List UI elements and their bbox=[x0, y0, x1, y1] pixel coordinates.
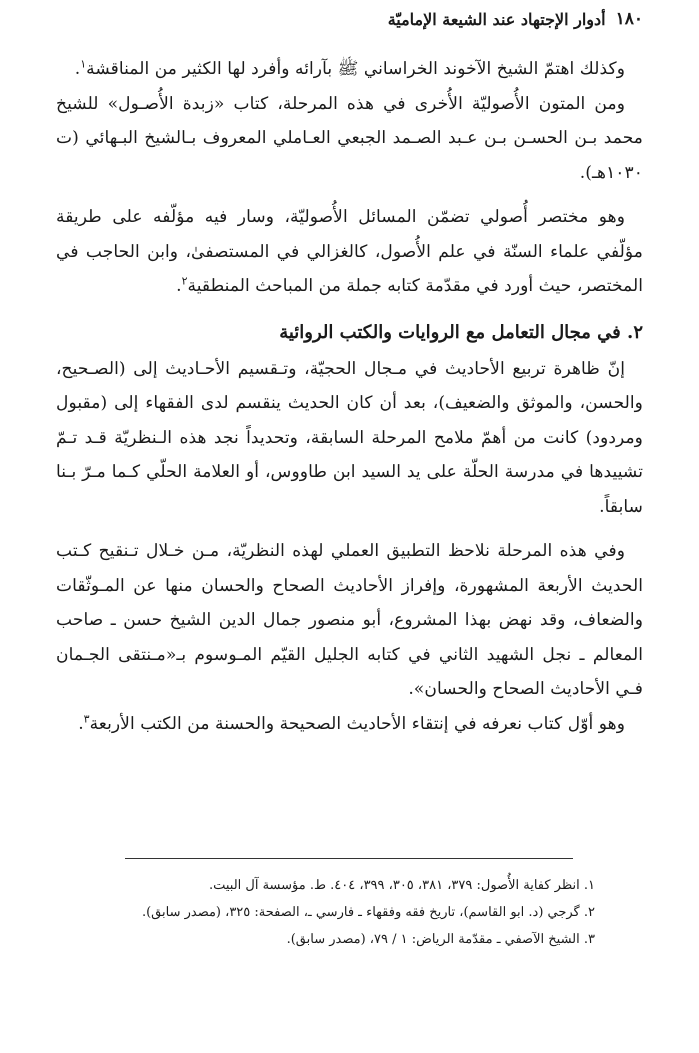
paragraph bbox=[56, 534, 643, 707]
paragraph-text: وهو مختصر أُصولي تضمّن المسائل الأُصوليّة، وسار فيه مؤلّفه على طريقة مؤلّفي علماء السنّة في علم الأُصول، كالغزالي في المستصفىٰ، وابن الحاجب في المختصر، حيث أورد في مقدّمة كتابه جملة من المباحث المنطقية bbox=[56, 207, 643, 296]
footnote: ٢. گرجي (د. ابو القاسم)، تاريخ فقه وفقهاء ـ فارسي ـ، الصفحة: ٣٢٥، (مصدر سابق). bbox=[141, 905, 595, 920]
footnote: ١. انظر كفاية الأُصول: ٣٧٩، ٣٨١، ٣٠٥، ٣٩٩، ٤٠٤. ط. مؤسسة آل البيت. bbox=[208, 878, 595, 893]
paragraph-text: إنّ ظاهرة تربيع الأحاديث في مـجال الحجيّة، وتـقسيم الأحـاديث إلى (الصـحيح، والحسن، والموثق والضعيف)، بعد أن كان الحديث ينقسم لدى الفقهاء إلى (مقبول ومردود) كانت من أهمّ ملامح المرحلة السابقة، وتحديداً نجد هذه الـنظريّة قـد تـمّ تشييدها في مدرسة الحلّة على يد السيد ابن طاووس، أو العلامة الحلّي كـما مـرّ بـنا سابقاً. bbox=[56, 358, 643, 517]
footnote-separator bbox=[125, 858, 573, 859]
footnote-marker[interactable]: ٢ bbox=[181, 274, 188, 288]
page-number: ١٨٠ bbox=[615, 9, 643, 29]
paragraph: وهو أوّل كتاب نعرفه في إنتقاء الأحاديث الصحيحة والحسنة من الكتب الأربعة$^٣$. bbox=[78, 711, 625, 734]
paragraph bbox=[56, 87, 643, 191]
paragraph-text: وهو أوّل كتاب نعرفه في إنتقاء الأحاديث الصحيحة والحسنة من الكتب الأربعة bbox=[89, 713, 625, 734]
paragraph: وهو مختصر أُصولي تضمّن المسائل الأُصوليّة، وسار فيه مؤلّفه على طريقة مؤلّفي علماء السنّة في علم الأُصول، كالغزالي في المستصفىٰ، وابن الحاجب في المختصر، حيث أورد في مقدّمة كتابه جملة من المباحث المنطقية$^٢$. bbox=[56, 207, 643, 296]
footnote: ٣. الشيخ الآصفي ـ مقدّمة الرياض: ١ / ٧٩، (مصدر سابق). bbox=[286, 932, 595, 947]
running-header bbox=[56, 6, 643, 32]
paragraph-text: وكذلك اهتمّ الشيخ الآخوند الخراساني ﷺ بآرائه وأفرد لها الكثير من المناقشة bbox=[86, 59, 625, 79]
paragraph bbox=[56, 352, 643, 525]
section-heading: ٢. في مجال التعامل مع الروايات والكتب الروائية bbox=[279, 321, 643, 343]
footnote-marker[interactable]: ٣ bbox=[83, 711, 90, 725]
footnote-marker[interactable]: ١ bbox=[80, 57, 87, 71]
running-title: أدوار الإجتهاد عند الشيعة الإماميّة bbox=[387, 9, 606, 29]
footnotes bbox=[56, 872, 595, 953]
main-text bbox=[56, 52, 643, 741]
paragraph-text: ومن المتون الأُصوليّة الأُخرى في هذه المرحلة، كتاب «زبدة الأُصـول» للشيخ محمد بـن الحسـن بـن عـبد الصـمد الجبعي العـاملي المعروف بـالشيخ البـهائي (ت ١٠٣٠هـ). bbox=[56, 93, 643, 183]
paragraph-text: وفي هذه المرحلة نلاحظ التطبيق العملي لهذه النظريّة، مـن خـلال تـنقيح كـتب الحديث الأربعة المشهورة، وإفراز الأحاديث الصحاح والحسان منها عن المـوثّقات والضعاف، وقد نهض بهذا المشروع، أبو منصور جمال الدين الشيخ حسن ـ صاحب المعالم ـ نجل الشهيد الثاني في كتابه الجليل القيّم المـوسوم بـ«مـنتقى الجـمان فـي الأحاديث الصحاح والحسان». bbox=[56, 541, 643, 699]
paragraph: وكذلك اهتمّ الشيخ الآخوند الخراساني ﷺ بآرائه وأفرد لها الكثير من المناقشة$^١$. bbox=[74, 57, 625, 79]
